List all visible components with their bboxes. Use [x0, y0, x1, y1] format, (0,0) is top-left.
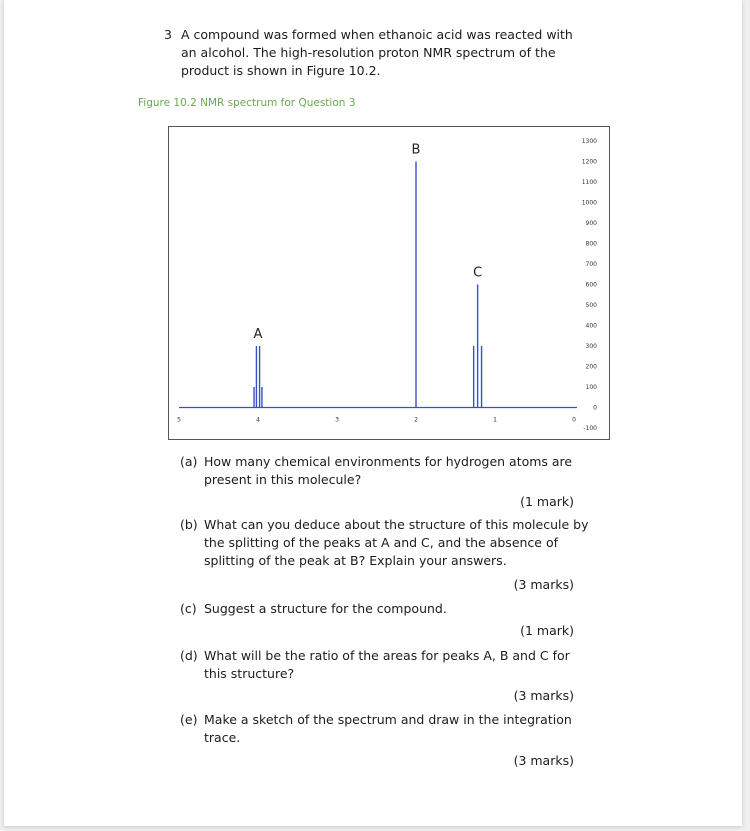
nmr-spectrum-chart	[169, 127, 609, 439]
y-tick-label: 1200	[581, 158, 597, 166]
y-tick-label: 0	[593, 404, 597, 412]
y-tick-label: -100	[583, 425, 597, 432]
part-d-marks: (3 marks)	[513, 688, 574, 703]
question-number: 3	[164, 27, 172, 42]
figure-caption: Figure 10.2 NMR spectrum for Question 3	[138, 97, 356, 109]
nmr-figure	[168, 126, 610, 440]
y-tick-label: 700	[585, 261, 597, 268]
x-tick-label: 5	[177, 416, 181, 424]
y-tick-label: 500	[585, 302, 597, 309]
y-tick-label: 1100	[581, 179, 597, 186]
part-a-text: How many chemical environments for hydrogen atoms are present in this molecule?	[204, 454, 573, 487]
part-e-marks: (3 marks)	[513, 753, 574, 768]
part-a-marks: (1 mark)	[520, 494, 574, 509]
peak-c-label: C	[473, 265, 483, 281]
part-d-text: What will be the ratio of the areas for peaks A, B and C for this structure?	[204, 648, 570, 681]
x-tick-label: 2	[414, 416, 418, 424]
part-a	[180, 453, 590, 489]
question-text: A compound was formed when ethanoic acid was reacted with an alcohol. The high-resolution proton NMR spectrum of the product is shown in Figure 10.2.	[181, 27, 573, 78]
y-tick-label: 900	[585, 220, 597, 227]
part-b-marks: (3 marks)	[513, 577, 574, 592]
part-e	[180, 711, 590, 747]
part-c-marks: (1 mark)	[520, 623, 574, 638]
x-tick-label: 1	[493, 416, 497, 424]
y-tick-label: 400	[585, 322, 597, 330]
part-d	[180, 647, 590, 683]
peak-a-label: A	[253, 327, 263, 342]
part-c	[180, 600, 590, 618]
y-tick-label: 800	[585, 240, 597, 248]
y-tick-label: 600	[585, 281, 597, 289]
part-b-label: (b)	[180, 517, 198, 532]
y-tick-label: 100	[585, 384, 597, 391]
y-tick-label: 200	[585, 363, 597, 371]
part-b	[180, 516, 590, 570]
part-e-label: (e)	[180, 712, 198, 727]
part-d-label: (d)	[180, 648, 198, 663]
peak-b-label: B	[411, 142, 421, 158]
x-tick-label: 3	[335, 416, 339, 424]
part-b-text: What can you deduce about the structure of this molecule by the splitting of the peaks at A and C, and the absence of splitting of the peak at B? Explain your answers.	[204, 517, 589, 568]
page	[4, 0, 742, 826]
y-tick-label: 1000	[581, 199, 597, 207]
question-intro	[164, 26, 584, 80]
y-tick-label: 300	[585, 343, 597, 350]
x-tick-label: 4	[256, 416, 260, 424]
part-e-text: Make a sketch of the spectrum and draw in the integration trace.	[204, 712, 572, 745]
part-c-text: Suggest a structure for the compound.	[204, 601, 447, 616]
x-tick-label: 0	[572, 416, 576, 424]
y-tick-label: 1300	[581, 138, 597, 145]
part-a-label: (a)	[180, 454, 198, 469]
part-c-label: (c)	[180, 601, 197, 616]
